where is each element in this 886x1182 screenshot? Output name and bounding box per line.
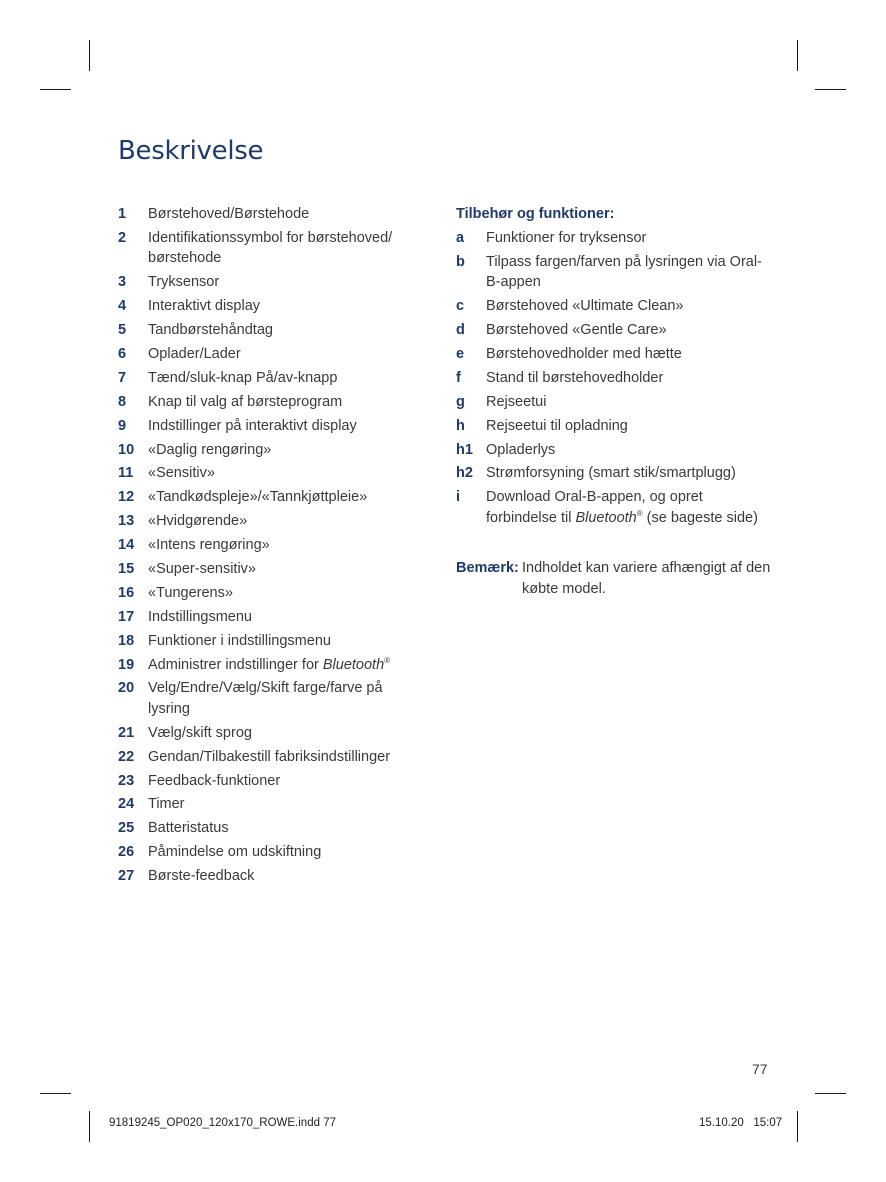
list-item (118, 535, 418, 556)
list-item (456, 416, 776, 437)
item-text: Timer (148, 796, 185, 813)
item-number: 25 (118, 820, 135, 837)
note-text: Indholdet kan variere afhængigt af den købte model. (522, 560, 771, 597)
item-text: Indstillingsmenu (148, 608, 252, 625)
item-number: 4 (118, 298, 127, 315)
list-item (118, 723, 418, 744)
item-number: 27 (118, 868, 135, 885)
list-item (456, 228, 776, 249)
list-item (118, 678, 418, 719)
crop-mark-top-left-vertical (89, 40, 90, 71)
item-number: i (456, 489, 461, 506)
item-number: 18 (118, 632, 135, 649)
item-text: Tænd/sluk-knap På/av-knapp (148, 369, 338, 386)
item-number: 17 (118, 608, 135, 625)
crop-mark-top-right-horizontal (815, 89, 846, 90)
item-number: 8 (118, 393, 127, 410)
item-text-continued: (se bageste side) (642, 509, 758, 526)
list-item (118, 818, 418, 839)
item-number: e (456, 345, 465, 362)
list-item (118, 344, 418, 365)
item-text: Download Oral-B-appen, og opret forbindelse til (486, 489, 703, 526)
item-text: Velg/Endre/Vælg/Skift farge/farve på lysring (148, 680, 383, 717)
item-text: Rejseetui til opladning (486, 417, 628, 434)
list-item (118, 272, 418, 293)
crop-mark-top-right-vertical (797, 40, 798, 71)
accessories-heading: Tilbehør og funktioner: (456, 206, 615, 222)
item-text: Vælg/skift sprog (148, 724, 252, 741)
list-item (118, 655, 418, 676)
item-text: Feedback-funktioner (148, 772, 281, 789)
item-number: 10 (118, 441, 135, 458)
item-number: f (456, 369, 461, 386)
item-number: g (456, 393, 465, 410)
item-text: Tandbørstehåndtag (148, 322, 273, 339)
item-number: h (456, 417, 465, 434)
item-number: h2 (456, 465, 473, 482)
item-text: Opladerlys (486, 441, 556, 458)
list-item (118, 320, 418, 341)
list-item (118, 511, 418, 532)
item-text: Identifikationssymbol for børstehoved/ børstehode (148, 229, 393, 267)
item-text: Tilpass fargen/farven på lysringen via Oral-B-appen (486, 253, 762, 291)
list-item (456, 296, 776, 317)
item-text: Rejseetui (486, 393, 547, 410)
item-number: c (456, 298, 465, 315)
crop-mark-bottom-left-vertical (89, 1111, 90, 1142)
list-item (118, 416, 418, 437)
item-number: 15 (118, 560, 135, 577)
list-item (118, 204, 418, 225)
list-item (118, 747, 418, 768)
item-number: 7 (118, 369, 127, 386)
item-text: «Hvidgørende» (148, 513, 248, 530)
item-number: 6 (118, 345, 127, 362)
item-number: 20 (118, 680, 135, 697)
item-text: «Intens rengøring» (148, 537, 270, 554)
accessories-section (456, 204, 776, 599)
item-text: Tryksensor (148, 274, 220, 291)
list-item (118, 866, 418, 887)
note-label: Bemærk: (456, 560, 519, 577)
footer-filename: 91819245_OP020_120x170_ROWE.indd 77 (109, 1117, 336, 1129)
list-item (456, 252, 776, 293)
note (456, 558, 776, 599)
page-number: 77 (752, 1061, 768, 1077)
item-text: Børstehoved «Ultimate Clean» (486, 298, 684, 315)
item-number: 23 (118, 772, 135, 789)
list-item (456, 368, 776, 389)
item-number: 13 (118, 513, 135, 530)
list-item (118, 463, 418, 484)
item-text: Batteristatus (148, 820, 229, 837)
list-item (456, 487, 776, 528)
page-title: Beskrivelse (118, 136, 264, 166)
crop-mark-bottom-right-horizontal (815, 1093, 846, 1094)
item-number: 24 (118, 796, 135, 813)
list-item (118, 368, 418, 389)
item-number: 11 (118, 465, 134, 482)
list-item (456, 392, 776, 413)
item-text: «Tungerens» (148, 584, 233, 601)
item-text: Børste-feedback (148, 868, 255, 885)
item-text: Interaktivt display (148, 298, 261, 315)
item-number: 14 (118, 537, 135, 554)
item-text: Strømforsyning (smart stik/smartplugg) (486, 465, 736, 482)
item-text: «Tandkødspleje»/«Tannkjøttpleie» (148, 489, 368, 506)
item-number: 16 (118, 584, 135, 601)
item-text: Funktioner for tryksensor (486, 229, 647, 246)
list-item (118, 559, 418, 580)
item-text: Børstehovedholder med hætte (486, 345, 682, 362)
item-number: 9 (118, 417, 127, 434)
component-list (118, 204, 418, 890)
item-italic-text: Bluetooth (575, 509, 637, 526)
item-text: Gendan/Tilbakestill fabriksindstillinger (148, 748, 391, 765)
list-item (118, 583, 418, 604)
list-item (118, 794, 418, 815)
item-number: 26 (118, 844, 135, 861)
footer-datetime: 15.10.20 15:07 (699, 1117, 783, 1129)
item-number: 1 (118, 206, 127, 222)
list-item (118, 631, 418, 652)
item-number: 3 (118, 274, 127, 291)
list-item (118, 842, 418, 863)
item-number: b (456, 253, 465, 270)
list-item (118, 607, 418, 628)
item-number: 2 (118, 229, 127, 246)
item-number: 12 (118, 489, 135, 506)
item-text: Knap til valg af børsteprogram (148, 393, 343, 410)
item-text: Administrer indstillinger for (148, 656, 323, 673)
item-number: d (456, 322, 465, 339)
item-text: Indstillinger på interaktivt display (148, 417, 357, 434)
list-item (456, 344, 776, 365)
item-text: Børstehoved/Børstehode (148, 206, 310, 222)
item-number: 22 (118, 748, 135, 765)
item-number: h1 (456, 441, 473, 458)
item-text: Børstehoved «Gentle Care» (486, 322, 667, 339)
item-text: Påmindelse om udskiftning (148, 844, 322, 861)
accessories-list (456, 228, 776, 528)
item-number: 5 (118, 322, 127, 339)
item-text: «Sensitiv» (148, 465, 215, 482)
item-number: a (456, 229, 465, 246)
item-italic-text: Bluetooth (322, 656, 385, 673)
item-text: Stand til børstehovedholder (486, 369, 664, 386)
crop-mark-bottom-right-vertical (797, 1111, 798, 1142)
list-item (118, 487, 418, 508)
crop-mark-top-left-horizontal (40, 89, 71, 90)
list-item (118, 771, 418, 792)
item-text: Funktioner i indstillingsmenu (148, 632, 331, 649)
crop-mark-bottom-left-horizontal (40, 1093, 71, 1094)
item-text: Oplader/Lader (148, 345, 241, 362)
list-item (456, 463, 776, 484)
list-item (118, 228, 418, 269)
list-item (456, 440, 776, 461)
registered-mark: ® (384, 655, 391, 665)
item-number: 19 (118, 656, 135, 673)
item-text: «Super-sensitiv» (148, 560, 256, 577)
list-item (118, 440, 418, 461)
item-text: «Daglig rengøring» (148, 441, 272, 458)
list-item (118, 392, 418, 413)
list-item (118, 296, 418, 317)
list-item (456, 320, 776, 341)
item-number: 21 (118, 724, 135, 741)
registered-mark: ® (636, 508, 643, 518)
